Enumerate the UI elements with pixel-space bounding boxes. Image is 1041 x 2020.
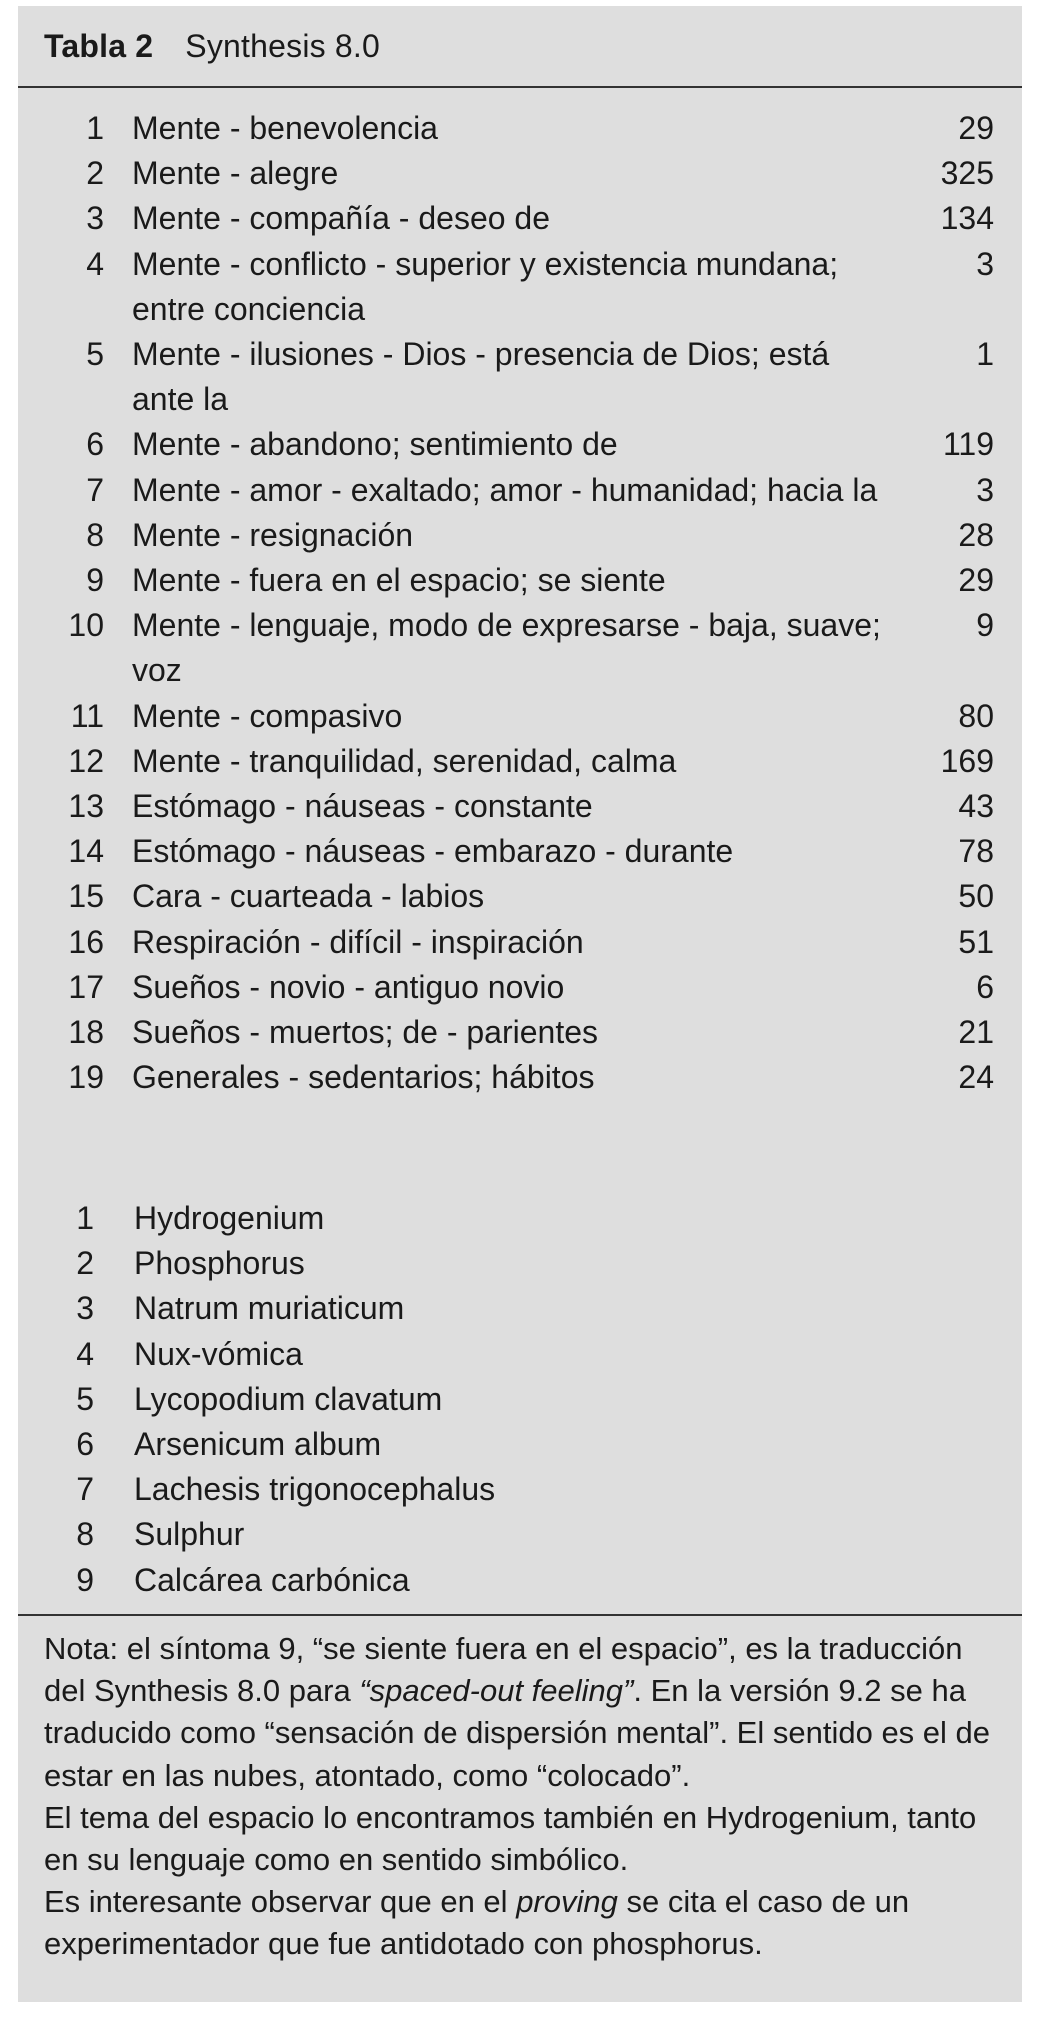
symptom-count: 78 (958, 833, 994, 870)
table-note (18, 1614, 1022, 1966)
note-emphasis: proving (516, 1884, 618, 1920)
list-item (18, 1558, 1022, 1603)
symptom-text: Estómago - náuseas - embarazo - durante (132, 833, 734, 870)
remedy-name: Arsenicum album (134, 1426, 382, 1463)
remedy-name: Lachesis trigonocephalus (134, 1471, 496, 1508)
symptom-count: 134 (940, 200, 994, 237)
symptom-count: 6 (976, 968, 994, 1005)
table-row (18, 965, 1022, 1010)
symptom-number: 6 (86, 426, 104, 463)
symptom-number: 19 (68, 1059, 104, 1096)
table-row (18, 196, 1022, 241)
note-text: Nota: el síntoma 9, “se siente fuera en el espacio”, es la traducción del Synthesis 8.0 para (44, 1631, 963, 1709)
symptom-number: 15 (68, 878, 104, 915)
symptom-number: 12 (68, 742, 104, 779)
symptom-count: 28 (958, 516, 994, 553)
table-row (18, 106, 1022, 151)
note-text: se cita el caso de un experimentador que fue antidotado con phosphorus. (44, 1884, 910, 1962)
table-row (18, 332, 1022, 422)
remedy-number: 6 (76, 1426, 94, 1463)
symptom-number: 2 (86, 155, 104, 192)
symptom-number: 4 (86, 245, 104, 282)
note-paragraph-2: El tema del espacio lo encontramos también en Hydrogenium, tanto en su lenguaje como en sentido simbólico. (44, 1799, 977, 1878)
symptom-count: 119 (942, 426, 994, 463)
table-row (18, 603, 1022, 693)
symptom-text: Estómago - náuseas - constante (132, 788, 593, 825)
symptom-list (18, 106, 1022, 1100)
table-row (18, 1010, 1022, 1055)
list-item (18, 1377, 1022, 1422)
symptom-count: 43 (958, 788, 994, 825)
symptom-text: Sueños - muertos; de - parientes (132, 1014, 599, 1051)
remedy-number: 1 (76, 1200, 94, 1236)
remedy-name: Natrum muriaticum (134, 1290, 405, 1327)
symptom-number: 10 (68, 607, 104, 644)
remedy-number: 2 (76, 1245, 94, 1282)
table-row (18, 739, 1022, 784)
symptom-count: 29 (958, 110, 994, 146)
symptom-number: 11 (70, 697, 104, 734)
remedy-list (18, 1196, 1022, 1603)
list-item (18, 1512, 1022, 1557)
symptom-text: Mente - benevolencia (132, 110, 438, 146)
table-row (18, 513, 1022, 558)
symptom-text: Mente - tranquilidad, serenidad, calma (132, 742, 677, 779)
symptom-text: Generales - sedentarios; hábitos (132, 1059, 595, 1096)
table-row (18, 874, 1022, 919)
remedy-name: Lycopodium clavatum (134, 1380, 443, 1417)
table-row (18, 242, 1022, 332)
note-emphasis: “spaced-out feeling” (359, 1673, 634, 1709)
symptom-text: Mente - amor - exaltado; amor - humanidad; hacia la (132, 471, 878, 508)
remedy-name: Calcárea carbónica (134, 1561, 410, 1598)
symptom-text: Mente - abandono; sentimiento de (132, 426, 618, 463)
table-row (18, 558, 1022, 603)
symptom-count: 29 (958, 562, 994, 599)
table-row (18, 151, 1022, 196)
table-row (18, 784, 1022, 829)
table-row (18, 468, 1022, 513)
symptom-text: Mente - resignación (132, 516, 414, 553)
table-label: Tabla 2 (44, 27, 154, 64)
symptom-count: 24 (958, 1059, 994, 1096)
note-text: . En la versión 9.2 se ha traducido como “sensación de dispersión mental”. El sentido es el de estar en las nubes, atontado, como “colocado”. (44, 1673, 991, 1793)
remedy-number: 3 (76, 1290, 94, 1327)
table-title: Synthesis 8.0 (185, 27, 381, 64)
symptom-number: 14 (68, 833, 104, 870)
symptom-count: 51 (958, 923, 994, 960)
list-item (18, 1196, 1022, 1241)
symptom-count: 3 (976, 471, 994, 508)
symptom-number: 8 (86, 516, 104, 553)
list-item (18, 1422, 1022, 1467)
symptom-text: Mente - ilusiones - Dios - presencia de Dios; está ante la (132, 336, 830, 418)
symptom-number: 13 (68, 788, 104, 825)
symptom-number: 1 (86, 110, 104, 146)
symptom-count: 21 (958, 1014, 994, 1051)
table-row (18, 422, 1022, 467)
symptom-text: Cara - cuarteada - labios (132, 878, 485, 915)
remedy-name: Phosphorus (134, 1245, 305, 1282)
symptom-number: 16 (68, 923, 104, 960)
symptom-count: 3 (976, 245, 994, 282)
remedy-number: 7 (76, 1471, 94, 1508)
note-text: Es interesante observar que en el (44, 1884, 517, 1920)
symptom-count: 1 (976, 336, 994, 373)
list-item (18, 1286, 1022, 1331)
symptom-count: 9 (976, 607, 994, 644)
list-item (18, 1332, 1022, 1377)
symptom-count: 169 (940, 742, 994, 779)
list-item (18, 1467, 1022, 1512)
symptom-number: 3 (86, 200, 104, 237)
list-item (18, 1241, 1022, 1286)
symptom-text: Mente - lenguaje, modo de expresarse - baja, suave; voz (132, 607, 881, 689)
symptom-text: Mente - alegre (132, 155, 339, 192)
symptom-text: Mente - conflicto - superior y existencia mundana; entre conciencia (132, 245, 839, 327)
remedy-number: 4 (76, 1335, 94, 1372)
note-paragraph-3 (44, 1881, 996, 1965)
symptom-number: 18 (68, 1014, 104, 1051)
symptom-text: Sueños - novio - antiguo novio (132, 968, 565, 1005)
table-row (18, 1055, 1022, 1100)
symptom-text: Mente - fuera en el espacio; se siente (132, 562, 666, 599)
symptom-text: Mente - compañía - deseo de (132, 200, 551, 237)
symptom-count: 325 (940, 155, 994, 192)
symptom-count: 80 (958, 697, 994, 734)
symptom-text: Respiración - difícil - inspiración (132, 923, 584, 960)
symptom-text: Mente - compasivo (132, 697, 403, 734)
remedy-name: Sulphur (134, 1516, 245, 1553)
note-paragraph-1 (44, 1628, 996, 1797)
remedy-number: 9 (76, 1561, 94, 1598)
remedy-number: 5 (76, 1380, 94, 1417)
symptom-number: 17 (68, 968, 104, 1005)
table-row (18, 829, 1022, 874)
table-header (18, 6, 1022, 88)
remedy-name: Nux-vómica (134, 1335, 303, 1372)
table-row (18, 694, 1022, 739)
symptom-count: 50 (958, 878, 994, 915)
symptom-number: 7 (86, 471, 104, 508)
table-row (18, 920, 1022, 965)
symptom-number: 5 (86, 336, 104, 373)
remedy-number: 8 (76, 1516, 94, 1553)
remedy-name: Hydrogenium (134, 1200, 325, 1236)
symptom-number: 9 (86, 562, 104, 599)
table-panel (18, 6, 1022, 2002)
